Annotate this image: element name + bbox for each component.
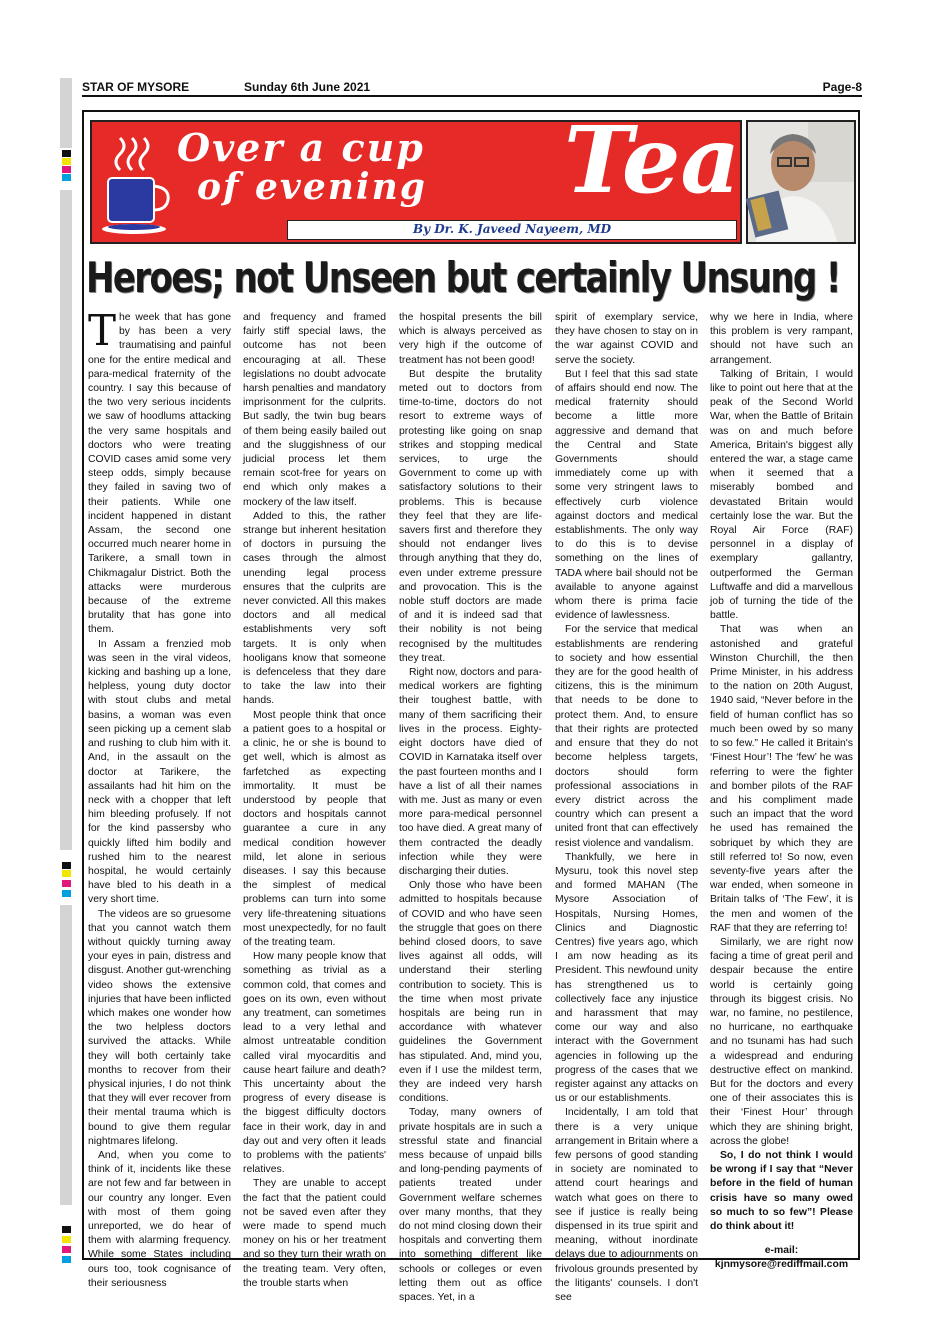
column-banner xyxy=(90,106,742,244)
paragraph: The videos are so gruesome that you cannot watch them without quickly turning away your eyes in pain, distress and disgust. Another gut-wrenching video shows the extensive injuries that have been inflicted which makes one wonder how the two helpless doctors survived the attacks. While they will both certainly take months to recover from their physical injuries, I do not think that they will ever recover from their mental trauma which is bound to give them regular nightmares lifelong. xyxy=(88,908,231,1147)
registration-strip xyxy=(60,78,72,148)
registration-swatch xyxy=(62,880,71,887)
paragraph: Thankfully, we here in Mysuru, took this novel step and formed MAHAN (The Mysore Association of Hospitals, Nursing Homes, Clinics and Diagnostic Centres) five years ago, which I am now heading as its President. This newfound unity has strengthened us to collectively face any injustice and harassment that may come our way and also interact with the Government agencies in following up the progress of the cases that we register against any attacks on us or our establishments. xyxy=(555,851,698,1105)
byline: By Dr. K. Javeed Nayeem, MD xyxy=(412,222,612,236)
paragraph: How many people know that something as trivial as a common cold, that comes and goes on its own, even without any treatment, can sometimes lead to a very lethal and almost untreatable condition called viral myocarditis and cause heart failure and death? This uncertainty about the progress of every disease is the biggest difficulty doctors face in their work, day in and day out and very often it leads to problems with the patients' relatives. xyxy=(243,951,386,1176)
byline-box xyxy=(287,220,737,240)
paragraph: That was when an astonished and grateful Winston Churchill, the then Prime Minister, in his address to the nation on 20th August, 1940 said, “Never before in the field of human conflict has so much been owed by so many to so few.” He called it Britain's ‘Finest Hour’! The ‘few’ he was referring to were the fighter and bomber pilots of the RAF and his compliment made such an impact that the word he used has remained the sobriquet by which they are still referred to! So now, even seventy-five years after the war ended, when someone in Britain talks of ‘The Few’, it is the men and women of the RAF that they are referring to! xyxy=(710,624,853,934)
page-number: Page-8 xyxy=(822,80,862,94)
paragraph: But I feel that this sad state of affairs should end now. The medical fraternity should become a little more aggressive and demand that the Central and State Governments should immediately come up with some very stringent laws to effectively curb violence against doctors and medical establishments. The only way to do this is to devise something on the lines of TADA where bail should not be available to anyone against whom there is prima facie evidence of lawlessness. xyxy=(555,368,698,622)
column-title-tea: Tea xyxy=(564,106,741,214)
author-contact xyxy=(710,1244,853,1272)
registration-swatch xyxy=(62,166,71,173)
author-photo-graphic xyxy=(748,122,854,242)
page-header xyxy=(82,79,862,97)
registration-swatch xyxy=(62,158,71,165)
drop-cap: T xyxy=(88,306,117,355)
article-column-1 xyxy=(88,306,231,1289)
author-photo xyxy=(746,120,856,244)
registration-swatch xyxy=(62,150,71,157)
registration-strip xyxy=(60,905,72,1205)
registration-swatch xyxy=(62,1236,71,1243)
paragraph: why we here in India, where this problem is very rampant, should not have such an arrangement. xyxy=(710,312,853,366)
email-label: e-mail: xyxy=(764,1245,799,1257)
paragraph: And, when you come to think of it, incidents like these are not few and far between in our country any longer. Even with most of them going unreported, we do hear of them with alarming frequency. While some States including ours too, took cognisance of their seriousness xyxy=(88,1149,231,1289)
paragraph: Added to this, the rather strange but inherent hesitation of doctors in pursuing the cases through the almost unending legal process ensures that the culprits are never convicted. All this makes doctors and all medical establishments very soft targets. It is only when hooligans know that someone is defenceless that they dare to take the law into their hands. xyxy=(243,510,386,707)
registration-strip xyxy=(60,190,72,850)
paragraph: Right now, doctors and para-medical workers are fighting their toughest battle, with many of them sacrificing their lives in the process. Eighty-eight doctors have died of COVID in Karnataka itself over the past fourteen months and I have a list of all their names with me. Just as many or even more para-medical personnel too have died. A great many of them contracted the deadly infection while they were discharging their duties. xyxy=(399,667,542,877)
registration-swatch xyxy=(62,1226,71,1233)
article-column-5 xyxy=(710,311,853,1271)
article-column-2 xyxy=(243,311,386,1289)
paragraph: and frequency and framed fairly stiff special laws, the outcome has not been encouraging at all. These legislations no doubt advocate harsh penalties and mandatory imprisonment for the culprits. But sadly, the twin bug bears of them being easily bailed out and the sluggishness of our judicial process let them remain scot-free for years on end which only makes a mockery of the law itself. xyxy=(243,312,386,508)
paragraph: Talking of Britain, I would like to point out here that at the peak of the Second World War, when the Battle of Britain was on and much before America, Britain's biggest ally entered the war, a stage came when it seemed that a miserably bombed and devastated Britain would certainly lose the war. But the Royal Air Force (RAF) personnel in a display of exemplary gallantry, outperformed the German Luftwaffe and did a marvellous job of turning the tide of the battle. xyxy=(710,368,853,622)
paragraph: They are unable to accept the fact that the patient could not be saved even after they were made to spend much money on his or her treatment and so they turn their wrath on the treating team. Very often, the trouble starts when xyxy=(243,1178,386,1289)
paragraph: Today, many owners of private hospitals are in such a stressful state and financial mess because of unpaid bills and long-pending payments of patients treated under Government welfare schemes over many months, that they do not mind closing down their hospitals and converting them into something different like schools or colleges or even letting them out as office spaces. Yet, in a xyxy=(399,1107,542,1304)
paragraph: Most people think that once a patient goes to a hospital or a clinic, he or she is bound to get well, which is almost as farfetched as expecting immortality. It must be understood by people that doctors and hospitals cannot guarantee a cure in any medical condition however mild, let alone in serious diseases. I say this because the simplest of medical problems can turn into some very life-threatening situations most unexpectedly, for no fault of the treating team. xyxy=(243,709,386,948)
registration-swatch xyxy=(62,862,71,869)
column-title-line1: Over a cup xyxy=(177,125,425,170)
paragraph: So, I do not think I would be wrong if I say that “Never before in the field of human crisis have so many owed so much to so few”! Please do think about it! xyxy=(710,1149,853,1232)
tea-cup-icon xyxy=(98,130,178,240)
paragraph: For the service that medical establishments are rendering to society and how essential they are for the good health of citizens, this is the minimum that needs to be done to protect them. And, to ensure that their rights are protected and ensure that they do not become helpless targets, doctors should form professional associations in every district across the country which can present a united front that can effectively resist violence and vandalism. xyxy=(555,624,698,849)
paragraph: Similarly, we are right now facing a time of great peril and despair because the entire world is certainly going through its biggest crisis. No war, no famine, no pestilence, no hurricane, no earthquake and no tsunami has had such a widespread and enduring destructive effect on mankind. But for the doctors and every one of their associates this is their ‘Finest Hour’ through which they are shining bright, across the globe! xyxy=(710,936,853,1147)
article-headline: Heroes; not Unseen but certainly Unsung ! xyxy=(86,253,840,302)
registration-swatch xyxy=(62,1256,71,1263)
paragraph: Only those who have been admitted to hospitals because of COVID and who have seen the struggle that goes on there behind closed doors, to save lives against all odds, will understand their sterling contribution to society. This is the time when most private hospitals are being run in accordance with whatever guidelines the Government has stipulated. And, mind you, even if I use the mildest term, they are indeed very harsh conditions. xyxy=(399,880,542,1105)
registration-swatch xyxy=(62,890,71,897)
paragraph: Incidentally, I am told that there is a very unique arrangement in Britain where a few persons of good standing in society are nominated to attend court hearings and watch what goes on there to see if justice is really being dispensed in its true spirit and meaning, without inordinate delays due to adjournments on frivolous grounds presented by the litigants' counsels. I don't see xyxy=(555,1107,698,1304)
email-address[interactable]: kjnmysore@rediffmail.com xyxy=(714,1259,849,1271)
paragraph: the hospital presents the bill which is always perceived as very high if the outcome of treatment has not been good! xyxy=(399,312,542,366)
paragraph: he week that has gone by has been a very traumatising and painful one for the entire medical and para-medical fraternity of the country. I say this because of the two very serious incidents we saw of hoodlums attacking the very same hospitals and doctors who were treating COVID cases amid some very steep odds, simply because they failed in saving two of their patients. While one incident happened in distant Assam, the second one occurred much nearer home in Tarikere, a small town in Chikmagalur District. Both the attacks were murderous because of the extreme brutality that has gone into them. xyxy=(88,312,231,636)
column-title-line2: of evening xyxy=(197,166,427,208)
article-column-3 xyxy=(399,311,542,1304)
registration-swatch xyxy=(62,174,71,181)
publication-name: STAR OF MYSORE xyxy=(82,80,190,94)
paragraph: spirit of exemplary service, they have chosen to stay on in the war against COVID and serve the society. xyxy=(555,312,698,366)
registration-swatch xyxy=(62,870,71,877)
issue-date: Sunday 6th June 2021 xyxy=(244,80,371,94)
paragraph: In Assam a frenzied mob was seen in the viral videos, kicking and bashing up a lone, helpless, young duty doctor with stout clubs and metal basins, a woman was even seen picking up a cement slab and rushing to club him with it. And, in the assault on the doctor at Tarikere, the assailants had hit him on the neck with a chopper that left him bleeding profusely. If not for the kind passersby who quickly lifted him bodily and rushed him to the nearest hospital, he would certainly have bled to his death in a very short time. xyxy=(88,638,231,906)
registration-swatch xyxy=(62,1246,71,1253)
paragraph: But despite the brutality meted out to doctors from time-to-time, doctors do not resort to extreme ways of protesting like going on snap strikes and stopping medical services, to urge the Government to come up with satisfactory solutions to their problems. This is because they feel that they are life-savers first and therefore they should not endanger lives through anything that they do, even under extreme pressure and provocation. This is the noble stuff doctors are made of and it is indeed sad that their nobility is not being recognised by the multitudes they treat. xyxy=(399,368,542,664)
article-column-4 xyxy=(555,311,698,1304)
